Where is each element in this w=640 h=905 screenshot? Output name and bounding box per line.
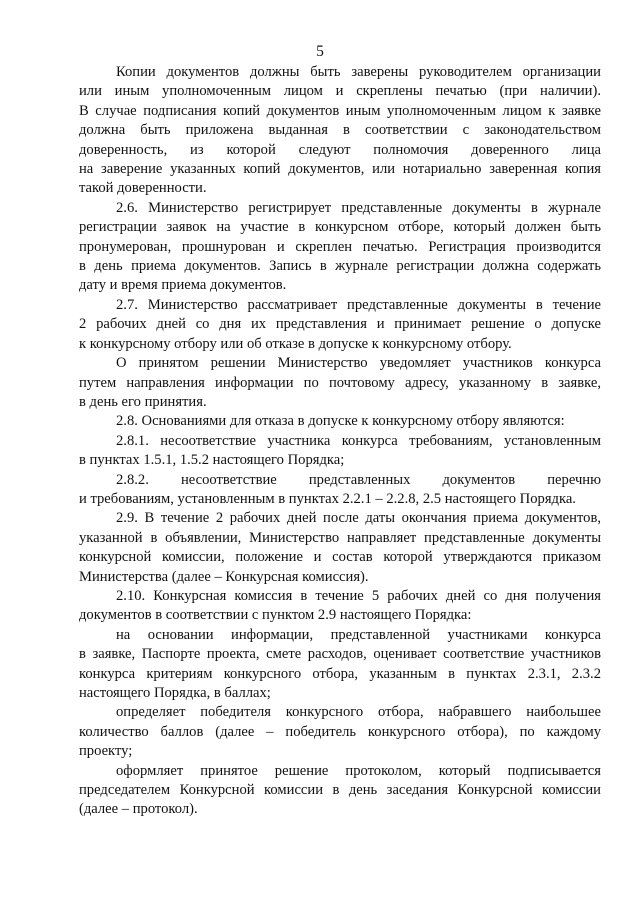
text-line: О принятом решении Министерство уведомляет участников конкурса [116,355,601,372]
text-line: должна быть приложена выданная в соответствии с законодательством [79,122,601,139]
text-line: 2.8.2. несоответствие представленных документов перечню [116,471,601,488]
text-line: Министерства (далее – Конкурсная комиссия). [79,568,369,585]
text-line: путем направления информации по почтовому адресу, указанному в заявке, [79,374,601,391]
text-line: в пунктах 1.5.1, 1.5.2 настоящего Порядка; [79,452,345,469]
text-line: и требованиям, установленным в пунктах 2.2.1 – 2.2.8, 2.5 настоящего Порядка. [79,490,576,507]
paragraph-clause-2-8-2 [79,471,601,510]
text-line: настоящего Порядка, в баллах; [79,685,271,701]
text-line: в заявке, Паспорте проекта, смете расходов, оценивает соответствие участников [79,646,601,663]
text-line: пронумерован, прошнурован и скреплен печатью. Регистрация производится [79,238,601,255]
text-line: 2.8. Основаниями для отказа в допуске к конкурсному отбору являются: [116,413,565,430]
text-line: 2.7. Министерство рассматривает представленные документы в течение [116,296,601,313]
paragraph-clause-2-6 [79,199,601,296]
text-line: количество баллов (далее – победитель конкурсного отбора), по каждому [79,723,601,740]
text-line: на заверение указанных копий документов, или нотариально заверенная копия [79,161,601,178]
text-line: в день приема документов. Запись в журнале регистрации должна содержать [79,258,601,275]
text-line: 2.9. В течение 2 рабочих дней после даты окончания приема документов, [116,510,601,527]
text-line: конкурсной комиссии, положение и состав которой утверждаются приказом [79,549,601,566]
paragraph-clause-2-10 [79,587,601,626]
text-line: 2 рабочих дней со дня их представления и принимает решение о допуске [79,316,601,333]
paragraph-clause-2-10-evaluate [79,626,601,704]
text-line: регистрации заявок на участие в конкурсном отборе, который должен быть [79,219,601,236]
text-line: Копии документов должны быть заверены руководителем организации [116,64,601,80]
text-line: председателем Конкурсной комиссии в день заседания Конкурсной комиссии [79,782,601,799]
paragraph-clause-2-8-1 [79,432,601,471]
page-number: 5 [316,43,324,60]
text-line: определяет победителя конкурсного отбора, набравшего наибольшее [116,704,601,721]
text-line: 2.10. Конкурсная комиссия в течение 5 рабочих дней со дня получения [116,587,601,604]
paragraph-clause-2-9 [79,509,601,587]
text-line: (далее – протокол). [79,801,198,818]
text-line: в день его принятия. [79,393,207,410]
text-line: 2.8.1. несоответствие участника конкурса требованиям, установленным [116,432,601,449]
text-line: доверенность, из которой следуют полномочия доверенного лица [79,141,601,158]
text-line: к конкурсному отбору или об отказе в допуске к конкурсному отбору. [79,335,512,352]
paragraph-copies-certification [79,63,601,199]
text-line: оформляет принятое решение протоколом, который подписывается [116,762,601,779]
text-line: или иным уполномоченным лицом и скреплены печатью (при наличии). [79,83,601,100]
text-line: такой доверенности. [79,180,207,197]
document-body [79,63,601,820]
text-line: указанной в объявлении, Министерство направляет представленные документы [79,529,601,546]
paragraph-clause-2-8 [79,412,601,431]
text-line: В случае подписания копий документов иным уполномоченным лицом к заявке [79,102,601,119]
text-line: дату и время приема документов. [79,277,287,294]
text-line: на основании информации, представленной участниками конкурса [116,626,601,643]
paragraph-clause-2-10-winner [79,703,601,761]
text-line: 2.6. Министерство регистрирует представленные документы в журнале [116,199,601,216]
text-line: проекту; [79,743,133,760]
paragraph-clause-2-7 [79,296,601,354]
text-line: документов в соответствии с пунктом 2.9 настоящего Порядка: [79,607,472,624]
paragraph-clause-2-7-notice [79,354,601,412]
text-line: конкурса критериям конкурсного отбора, указанным в пунктах 2.3.1, 2.3.2 [79,665,601,682]
paragraph-clause-2-10-protocol [79,762,601,820]
